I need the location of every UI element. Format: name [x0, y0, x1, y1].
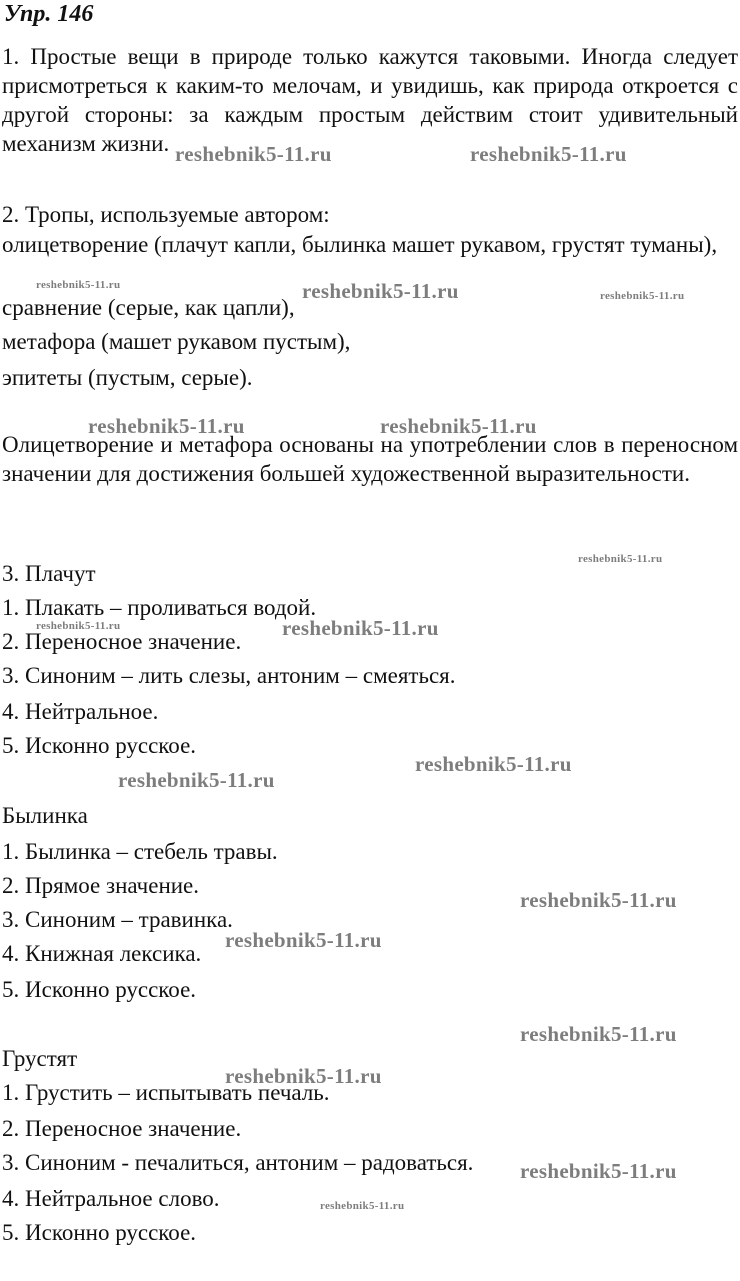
- watermark: reshebnik5-11.ru: [578, 553, 663, 565]
- watermark: reshebnik5-11.ru: [470, 142, 627, 166]
- watermark: reshebnik5-11.ru: [175, 142, 332, 166]
- section-1-text: 1. Простые вещи в природе только кажутся таковыми. Иногда следует присмотреться к каким-то мелочам, и увидишь, как природа откроется с другой стороны: за каждым простым действим стоит удивительный механизм жизни.: [2, 44, 738, 156]
- word-plachut-heading: 3. Плачут: [2, 561, 96, 586]
- trope-epithets: эпитеты (пустым, серые).: [2, 365, 253, 390]
- word-grustyat-heading: Грустят: [2, 1046, 78, 1071]
- word-grustyat-item-2: 2. Переносное значение.: [2, 1116, 242, 1141]
- word-bylinka-heading: Былинка: [2, 803, 88, 828]
- watermark: reshebnik5-11.ru: [415, 752, 572, 776]
- watermark: reshebnik5-11.ru: [302, 279, 459, 303]
- word-bylinka-item-5: 5. Исконно русское.: [2, 977, 197, 1002]
- word-plachut-item-2: 2. Переносное значение.: [2, 629, 242, 654]
- trope-comparison: сравнение (серые, как цапли),: [2, 295, 295, 320]
- trope-personification: олицетворение (плачут капли, былинка машет рукавом, грустят туманы),: [2, 232, 718, 257]
- word-plachut-item-1: 1. Плакать – проливаться водой.: [2, 595, 317, 620]
- word-plachut-item-5: 5. Исконно русское.: [2, 733, 197, 758]
- word-grustyat-item-3: 3. Синоним - печалиться, антоним – радоваться.: [2, 1150, 474, 1175]
- word-bylinka-item-4: 4. Книжная лексика.: [2, 941, 202, 966]
- watermark: reshebnik5-11.ru: [118, 768, 275, 792]
- word-bylinka-item-3: 3. Синоним – травинка.: [2, 907, 233, 932]
- watermark: reshebnik5-11.ru: [282, 616, 439, 640]
- watermark: reshebnik5-11.ru: [520, 888, 677, 912]
- word-bylinka-item-2: 2. Прямое значение.: [2, 873, 200, 898]
- exercise-title: Упр. 146: [4, 1, 94, 27]
- word-grustyat-item-1: 1. Грустить – испытывать печаль.: [2, 1080, 330, 1105]
- watermark: reshebnik5-11.ru: [320, 1200, 405, 1212]
- trope-metaphor: метафора (машет рукавом пустым),: [2, 329, 351, 354]
- watermark: reshebnik5-11.ru: [36, 279, 121, 291]
- watermark: reshebnik5-11.ru: [380, 414, 537, 438]
- word-plachut-item-3: 3. Синоним – лить слезы, антоним – смеяться.: [2, 663, 456, 688]
- watermark: reshebnik5-11.ru: [225, 928, 382, 952]
- watermark: reshebnik5-11.ru: [520, 1022, 677, 1046]
- word-plachut-item-4: 4. Нейтральное.: [2, 699, 159, 724]
- watermark: reshebnik5-11.ru: [88, 414, 245, 438]
- word-bylinka-item-1: 1. Былинка – стебель травы.: [2, 839, 278, 864]
- watermark: reshebnik5-11.ru: [520, 1159, 677, 1183]
- watermark: reshebnik5-11.ru: [600, 290, 685, 302]
- word-grustyat-item-4: 4. Нейтральное слово.: [2, 1186, 220, 1211]
- section-2-heading: 2. Тропы, используемые автором:: [2, 202, 330, 227]
- word-grustyat-item-5: 5. Исконно русское.: [2, 1220, 197, 1245]
- section-2-conclusion: Олицетворение и метафора основаны на употреблении слов в переносном значении для достижения большей художественной выразительности.: [2, 432, 738, 486]
- watermark: reshebnik5-11.ru: [225, 1064, 382, 1088]
- watermark: reshebnik5-11.ru: [36, 620, 121, 632]
